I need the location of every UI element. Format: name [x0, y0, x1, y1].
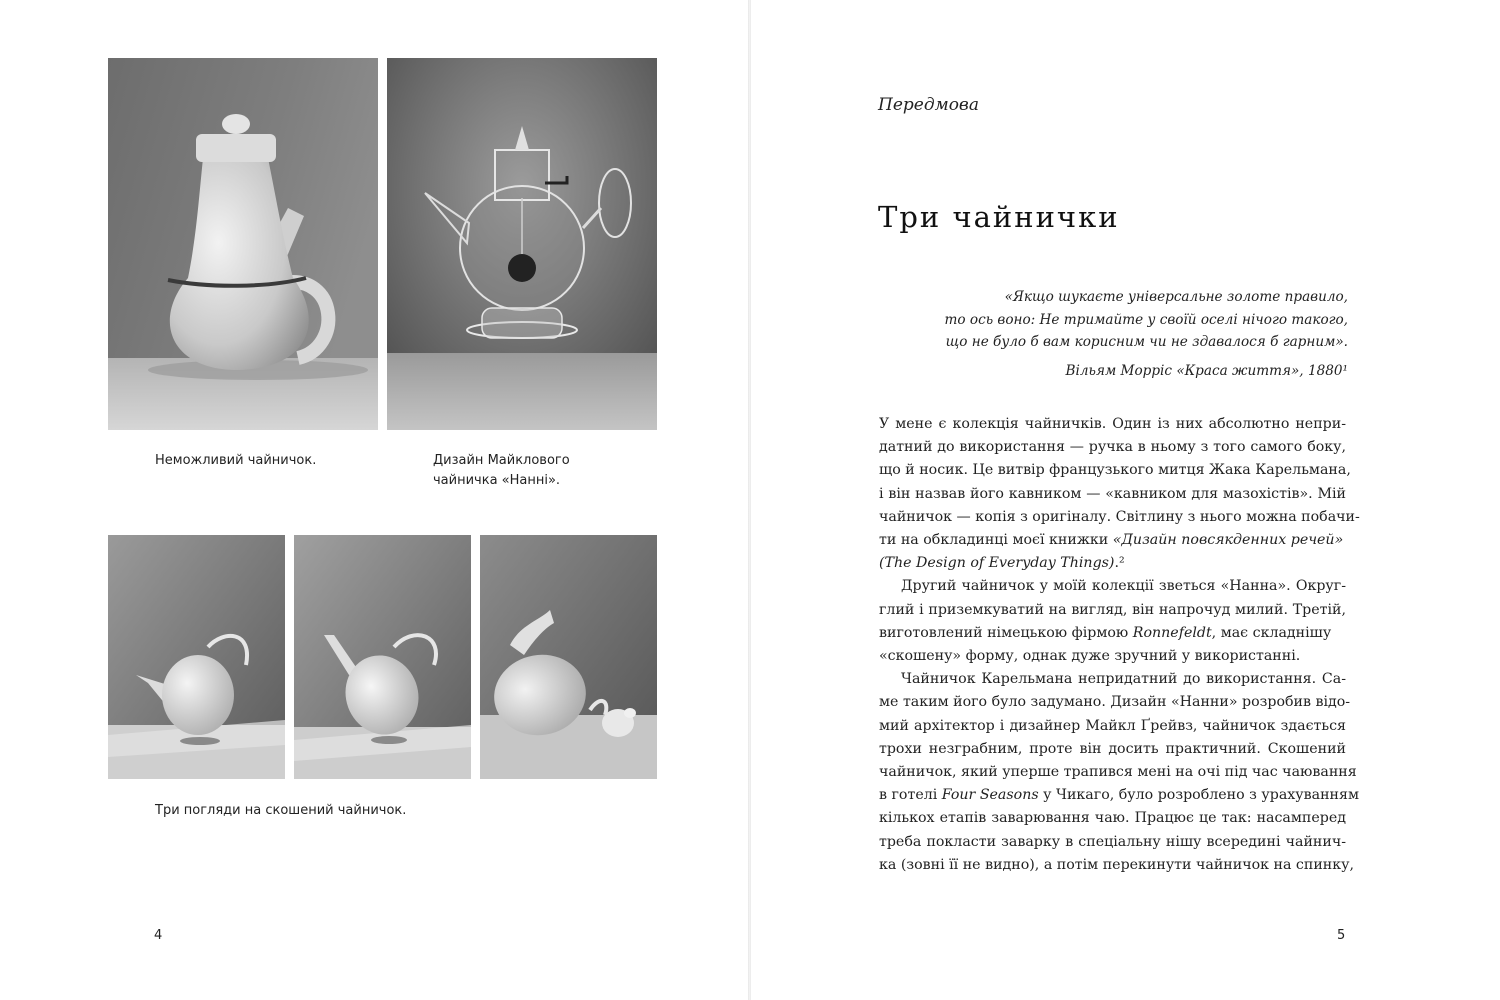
epigraph-line: то ось воно: Не тримайте у своїй оселі нічого такого, — [944, 311, 1348, 328]
body-line — [879, 622, 1346, 645]
body-line: глий і приземкуватий на вигляд, він напрочуд милий. Третій, — [879, 601, 1346, 618]
body-line: трохи незграбним, проте він досить практичний. Скошений — [879, 740, 1346, 757]
chapter-title: Три чайнички — [878, 200, 1120, 234]
caption-impossible-teapot: Неможливий чайничок. — [155, 453, 317, 468]
nanna-teapot-photo — [387, 58, 657, 430]
body-line: і він назвав його кавником — «кавником для мазохістів». Мій — [879, 485, 1346, 502]
body-line: «скошену» форму, однак дуже зручний у використанні. — [879, 648, 1301, 665]
body-text-run: виготовлений німецькою фірмою — [879, 624, 1133, 641]
tilted-teapot-photo-3 — [480, 535, 657, 779]
body-line: У мене є колекція чайничків. Один із них абсолютно непри- — [879, 416, 1346, 432]
caption-tilted-teapot: Три погляди на скошений чайничок. — [155, 803, 407, 818]
hotel-name: Four Seasons — [941, 787, 1039, 804]
caption-line: Дизайн Майклового — [433, 453, 570, 468]
tilted-teapot-photo-1 — [108, 535, 285, 779]
body-text-run: , має складнішу — [1211, 624, 1332, 641]
epigraph-attribution: Вільям Морріс «Краса життя», 1880¹ — [1065, 362, 1348, 379]
page-number-left: 4 — [154, 928, 163, 943]
body-line — [879, 784, 1359, 807]
body-text-run: в готелі — [879, 787, 942, 804]
body-line: датний до використання — ручка в ньому з того самого боку, — [879, 439, 1346, 456]
epigraph-line: «Якщо шукаєте універсальне золоте правило, — [1004, 289, 1348, 305]
body-line: чайничок, який уперше трапився мені на очі під час чаювання — [879, 764, 1357, 781]
body-line: кількох етапів заварювання чаю. Працює це так: насамперед — [879, 810, 1346, 827]
body-text-run: ти на обкладинці моєї книжки — [879, 532, 1113, 549]
body-line: Чайничок Карельмана непридатний до використання. Са- — [901, 671, 1346, 688]
tilted-teapot-photo-2 — [294, 535, 471, 779]
page-number-right: 5 — [1337, 928, 1346, 943]
body-line: ме таким його було задумано. Дизайн «Нанни» розробив відо- — [879, 694, 1351, 711]
caption-nanna-teapot — [433, 451, 570, 491]
body-line: Другий чайничок у моїй колекції зветься «Нанна». Округ- — [901, 578, 1346, 595]
body-line — [879, 552, 1346, 575]
book-title-ua: «Дизайн повсякденних речей» — [1112, 532, 1344, 549]
body-line: треба покласти заварку в спеціальну нішу всередині чайнич- — [879, 833, 1346, 850]
body-line: ка (зовні її не видно), а потім перекинути чайничок на спинку, — [879, 856, 1354, 873]
body-line: що й носик. Це витвір французького митця Жака Карельмана, — [879, 462, 1351, 479]
section-label: Передмова — [878, 95, 979, 115]
brand-ronnefeldt: Ronnefeldt — [1132, 624, 1212, 641]
impossible-teapot-photo — [108, 58, 378, 430]
body-text-run: у Чикаго, було розроблено з урахуванням — [1038, 787, 1359, 804]
book-title-en: (The Design of Everyday Things) — [879, 555, 1115, 572]
body-line: чайничок — копія з оригіналу. Світлину з нього можна побачи- — [879, 508, 1360, 525]
epigraph — [878, 286, 1348, 382]
body-line — [879, 529, 1346, 552]
caption-line: чайничка «Нанні». — [433, 473, 561, 488]
footnote-mark: .² — [1114, 555, 1125, 572]
body-text — [879, 413, 1360, 877]
epigraph-line: що не було б вам корисним чи не здавалося б гарним». — [945, 334, 1348, 350]
body-line: мий архітектор і дизайнер Майкл Ґрейвз, чайничок здається — [879, 717, 1346, 734]
left-page — [0, 0, 748, 1000]
